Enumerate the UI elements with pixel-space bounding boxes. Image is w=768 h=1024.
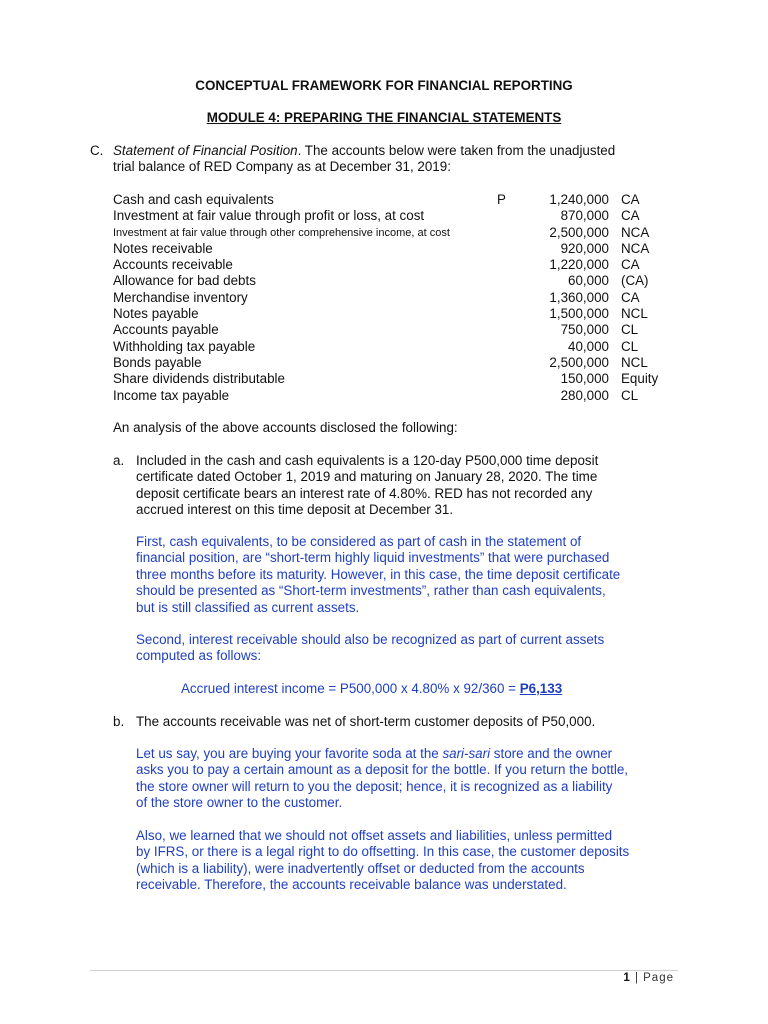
intro-line-2: trial balance of RED Company as at December 31, 2019: — [113, 159, 451, 175]
analysis-intro: An analysis of the above accounts disclosed the following: — [113, 420, 458, 435]
item-b-text: The accounts receivable was net of short-term customer deposits of P50,000. — [136, 714, 596, 729]
item-a-explanation-2 — [136, 632, 679, 665]
account-amount: 2,500,000 — [549, 224, 609, 240]
account-name: Allowance for bad debts — [113, 273, 256, 289]
account-amount: 750,000 — [560, 322, 609, 338]
explain-text: store and the owner — [490, 746, 613, 761]
account-amount: 150,000 — [560, 371, 609, 387]
account-classification: CL — [621, 338, 639, 354]
account-amount: 1,240,000 — [549, 192, 609, 207]
account-name: Notes receivable — [113, 240, 213, 256]
account-row — [113, 208, 679, 224]
explain-line: the store owner will return to you the deposit; hence, it is recognized as a liability — [136, 778, 613, 794]
item-a-line: certificate dated October 1, 2019 and maturing on January 28, 2020. The time — [136, 469, 598, 485]
explain-line: three months before its maturity. However, in this case, the time deposit certificate — [136, 566, 621, 582]
explain-line: financial position, are “short-term highly liquid investments” that were purchased — [136, 550, 610, 566]
account-name: Accounts payable — [113, 322, 219, 338]
account-classification: CA — [621, 257, 640, 273]
account-row — [113, 273, 679, 289]
page-footer — [623, 972, 674, 984]
account-row — [113, 257, 679, 273]
account-classification: CL — [621, 387, 639, 403]
section-intro — [113, 143, 679, 176]
account-amount: 1,220,000 — [549, 257, 609, 273]
account-classification: (CA) — [621, 273, 649, 289]
account-name: Income tax payable — [113, 387, 230, 403]
account-amount: 40,000 — [568, 338, 609, 354]
account-amount: 60,000 — [568, 273, 609, 289]
account-classification: CA — [621, 289, 640, 305]
explain-line: receivable. Therefore, the accounts receivable balance was understated. — [136, 877, 567, 893]
section-letter: C. — [90, 143, 104, 158]
accrued-interest-formula — [181, 681, 562, 696]
account-row — [113, 339, 679, 355]
currency-symbol: P — [497, 192, 506, 207]
account-name: Share dividends distributable — [113, 371, 285, 387]
item-b-explanation-2 — [136, 828, 679, 894]
item-a-text — [136, 453, 679, 519]
intro-line-1: . The accounts below were taken from the unadjusted — [297, 143, 616, 158]
document-title: CONCEPTUAL FRAMEWORK FOR FINANCIAL REPORTING — [195, 78, 573, 93]
account-classification: Equity — [621, 371, 659, 387]
formula-text: Accrued interest income = P500,000 x 4.80% x 92/360 = — [181, 681, 520, 696]
formula-result: P6,133 — [519, 681, 563, 696]
footer-divider — [90, 970, 678, 971]
account-classification: CL — [621, 322, 639, 338]
account-row — [113, 322, 679, 338]
account-amount: 870,000 — [560, 208, 609, 224]
account-name: Merchandise inventory — [113, 289, 248, 305]
explain-line: Also, we learned that we should not offset assets and liabilities, unless permitted — [136, 828, 613, 843]
item-a-line: deposit certificate bears an interest rate of 4.80%. RED has not recorded any — [136, 485, 593, 501]
account-row — [113, 306, 679, 322]
module-title: MODULE 4: PREPARING THE FINANCIAL STATEMENTS — [206, 110, 562, 125]
trial-balance-table — [113, 192, 679, 404]
account-name: Notes payable — [113, 306, 199, 322]
account-classification: NCA — [621, 224, 650, 240]
account-row — [113, 388, 679, 404]
account-name: Investment at fair value through other comprehensive income, at cost — [113, 226, 450, 239]
explain-line: computed as follows: — [136, 648, 262, 664]
account-row — [113, 192, 679, 208]
explain-line: of the store owner to the customer. — [136, 795, 343, 811]
item-a-explanation-1 — [136, 534, 679, 616]
account-classification: CA — [621, 208, 640, 224]
explain-line: Second, interest receivable should also be recognized as part of current assets — [136, 632, 605, 647]
explain-line: asks you to pay a certain amount as a deposit for the bottle. If you return the bottle, — [136, 762, 629, 778]
account-name: Withholding tax payable — [113, 338, 256, 354]
account-row — [113, 241, 679, 257]
account-row — [113, 225, 679, 241]
item-b-letter: b. — [113, 714, 125, 729]
item-b-explanation-1 — [136, 746, 679, 812]
account-classification: NCA — [621, 240, 650, 256]
account-name: Cash and cash equivalents — [113, 192, 274, 207]
explain-line: but is still classified as current assets. — [136, 599, 360, 615]
account-amount: 1,500,000 — [549, 306, 609, 322]
account-classification: NCL — [621, 306, 648, 322]
item-a-line: Included in the cash and cash equivalents is a 120-day P500,000 time deposit — [136, 453, 599, 468]
account-row — [113, 371, 679, 387]
account-amount: 920,000 — [560, 240, 609, 256]
page-number: 1 — [623, 972, 631, 984]
explain-line: by IFRS, or there is a legal right to do offsetting. In this case, the customer deposits — [136, 844, 630, 860]
item-a-line: accrued interest on this time deposit at December 31. — [136, 502, 454, 518]
section-title: Statement of Financial Position — [113, 143, 298, 158]
page-label: | Page — [630, 972, 674, 984]
explain-line: First, cash equivalents, to be considered as part of cash in the statement of — [136, 534, 582, 549]
account-classification: CA — [621, 192, 640, 207]
explain-emphasis: sari-sari — [442, 746, 491, 761]
account-row — [113, 355, 679, 371]
explain-line: (which is a liability), were inadvertently offset or deducted from the accounts — [136, 860, 585, 876]
explain-text: Let us say, you are buying your favorite soda at the — [136, 746, 443, 761]
item-a-letter: a. — [113, 453, 125, 468]
account-name: Bonds payable — [113, 354, 202, 370]
account-amount: 1,360,000 — [549, 289, 609, 305]
account-amount: 280,000 — [560, 387, 609, 403]
account-amount: 2,500,000 — [549, 354, 609, 370]
explain-line: should be presented as “Short-term investments”, rather than cash equivalents, — [136, 583, 606, 599]
account-name: Investment at fair value through profit or loss, at cost — [113, 208, 425, 224]
account-row — [113, 290, 679, 306]
account-name: Accounts receivable — [113, 257, 233, 273]
account-classification: NCL — [621, 354, 648, 370]
